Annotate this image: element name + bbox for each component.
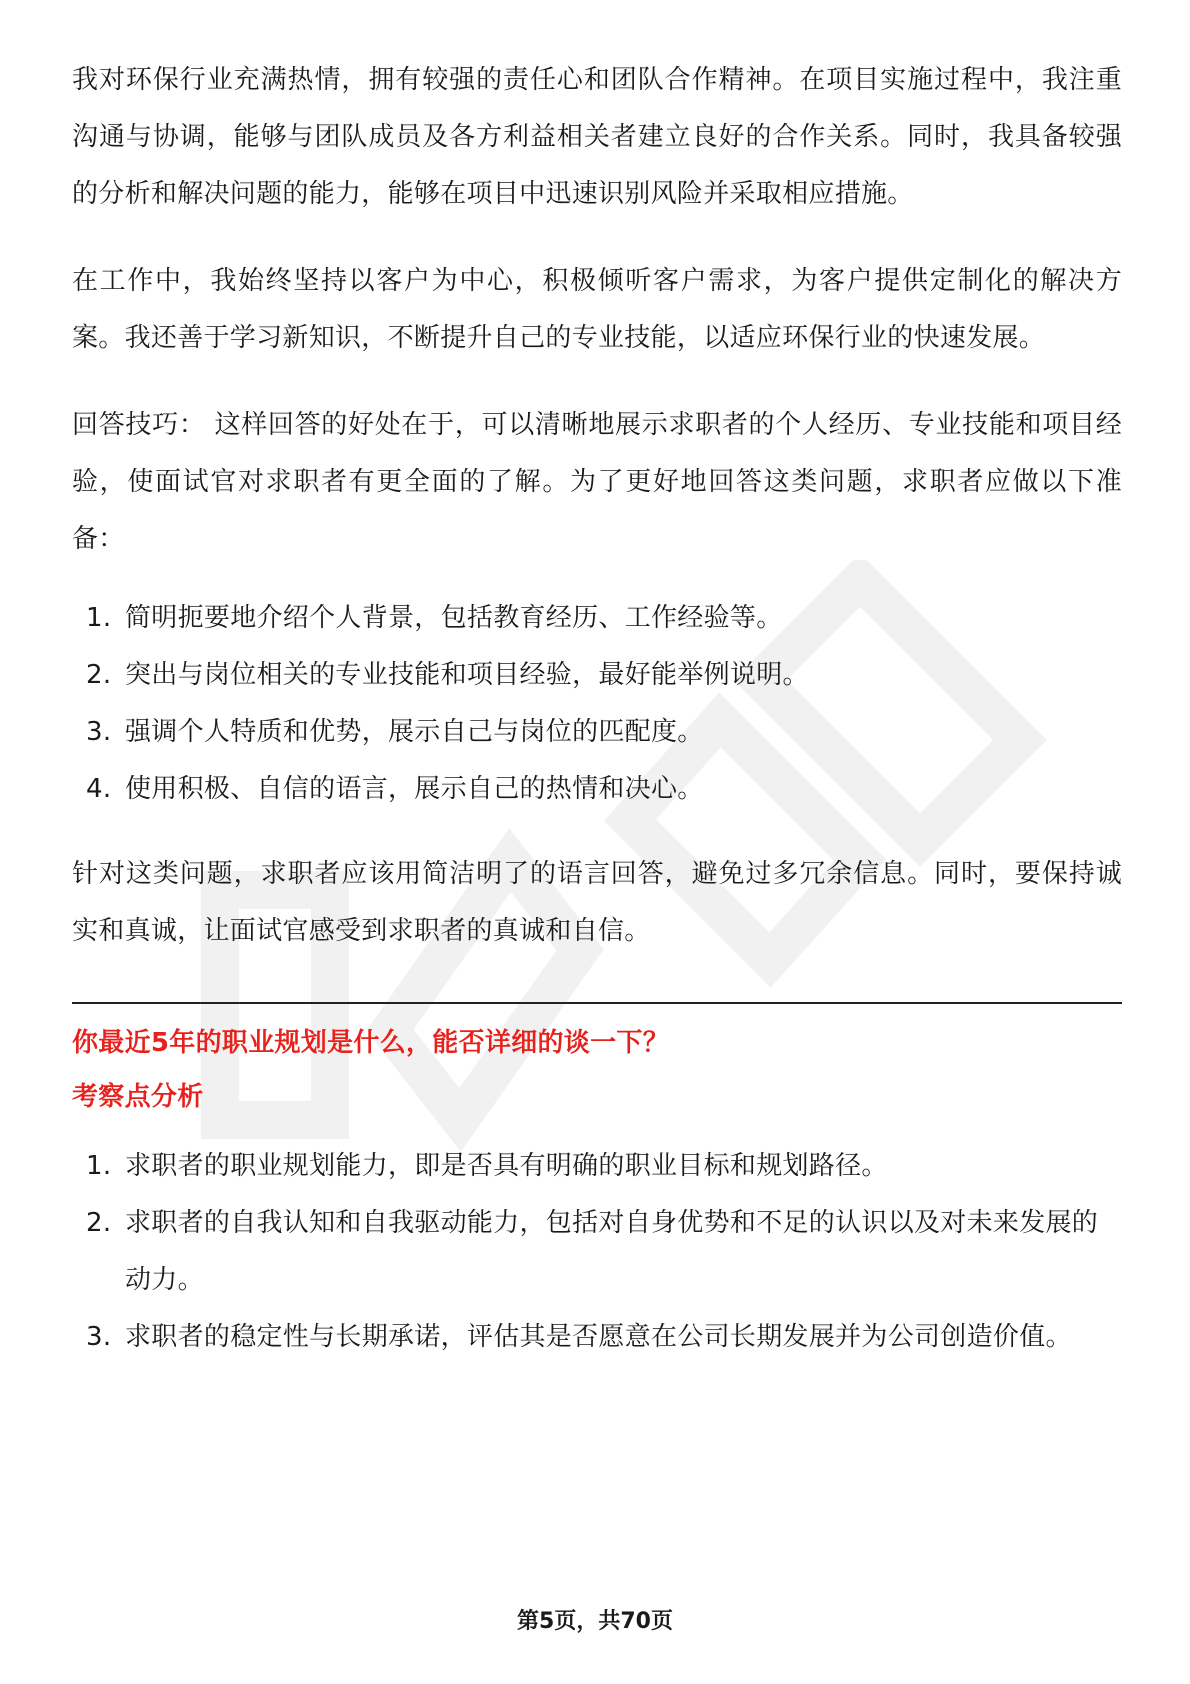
list-item: 1. 求职者的职业规划能力，即是否具有明确的职业目标和规划路径。: [86, 1151, 888, 1181]
list-item: 4. 使用积极、自信的语言，展示自己的热情和决心。: [86, 774, 704, 804]
paragraph-answer-tips: 回答技巧： 这样回答的好处在于，可以清晰地展示求职者的个人经历、专业技能和项目经验，使面试官对求职者有更全面的了解。为了更好地回答这类问题，求职者应做以下准备：: [72, 410, 1122, 554]
paragraph-intro: 我对环保行业充满热情，拥有较强的责任心和团队合作精神。在项目实施过程中，我注重沟通与协调，能够与团队成员及各方利益相关者建立良好的合作关系。同时，我具备较强的分析和解决问题的能力，能够在项目中迅速识别风险并采取相应措施。: [72, 65, 1122, 209]
section-divider: [72, 1002, 1122, 1004]
list-item: 2. 突出与岗位相关的专业技能和项目经验，最好能举例说明。: [86, 660, 809, 690]
paragraph-customer-focus: 在工作中，我始终坚持以客户为中心，积极倾听客户需求，为客户提供定制化的解决方案。我还善于学习新知识，不断提升自己的专业技能，以适应环保行业的快速发展。: [72, 266, 1122, 353]
paragraph-closing: 针对这类问题，求职者应该用简洁明了的语言回答，避免过多冗余信息。同时，要保持诚实和真诚，让面试官感受到求职者的真诚和自信。: [72, 859, 1122, 946]
analysis-points-list: [72, 1138, 1122, 1366]
question-title: 你最近5年的职业规划是什么，能否详细的谈一下？: [72, 1028, 669, 1058]
list-item: 2. 求职者的自我认知和自我驱动能力，包括对自身优势和不足的认识以及对未来发展的动力。: [86, 1208, 1099, 1295]
page-number: 第5页，共70页: [517, 1609, 673, 1634]
document-page: [72, 52, 1122, 1394]
list-item: 1. 简明扼要地介绍个人背景，包括教育经历、工作经验等。: [86, 603, 783, 633]
list-item: 3. 求职者的稳定性与长期承诺，评估其是否愿意在公司长期发展并为公司创造价值。: [86, 1322, 1072, 1352]
analysis-subtitle: 考察点分析: [72, 1082, 204, 1112]
list-item: 3. 强调个人特质和优势，展示自己与岗位的匹配度。: [86, 717, 704, 747]
preparation-list: [72, 590, 1122, 818]
